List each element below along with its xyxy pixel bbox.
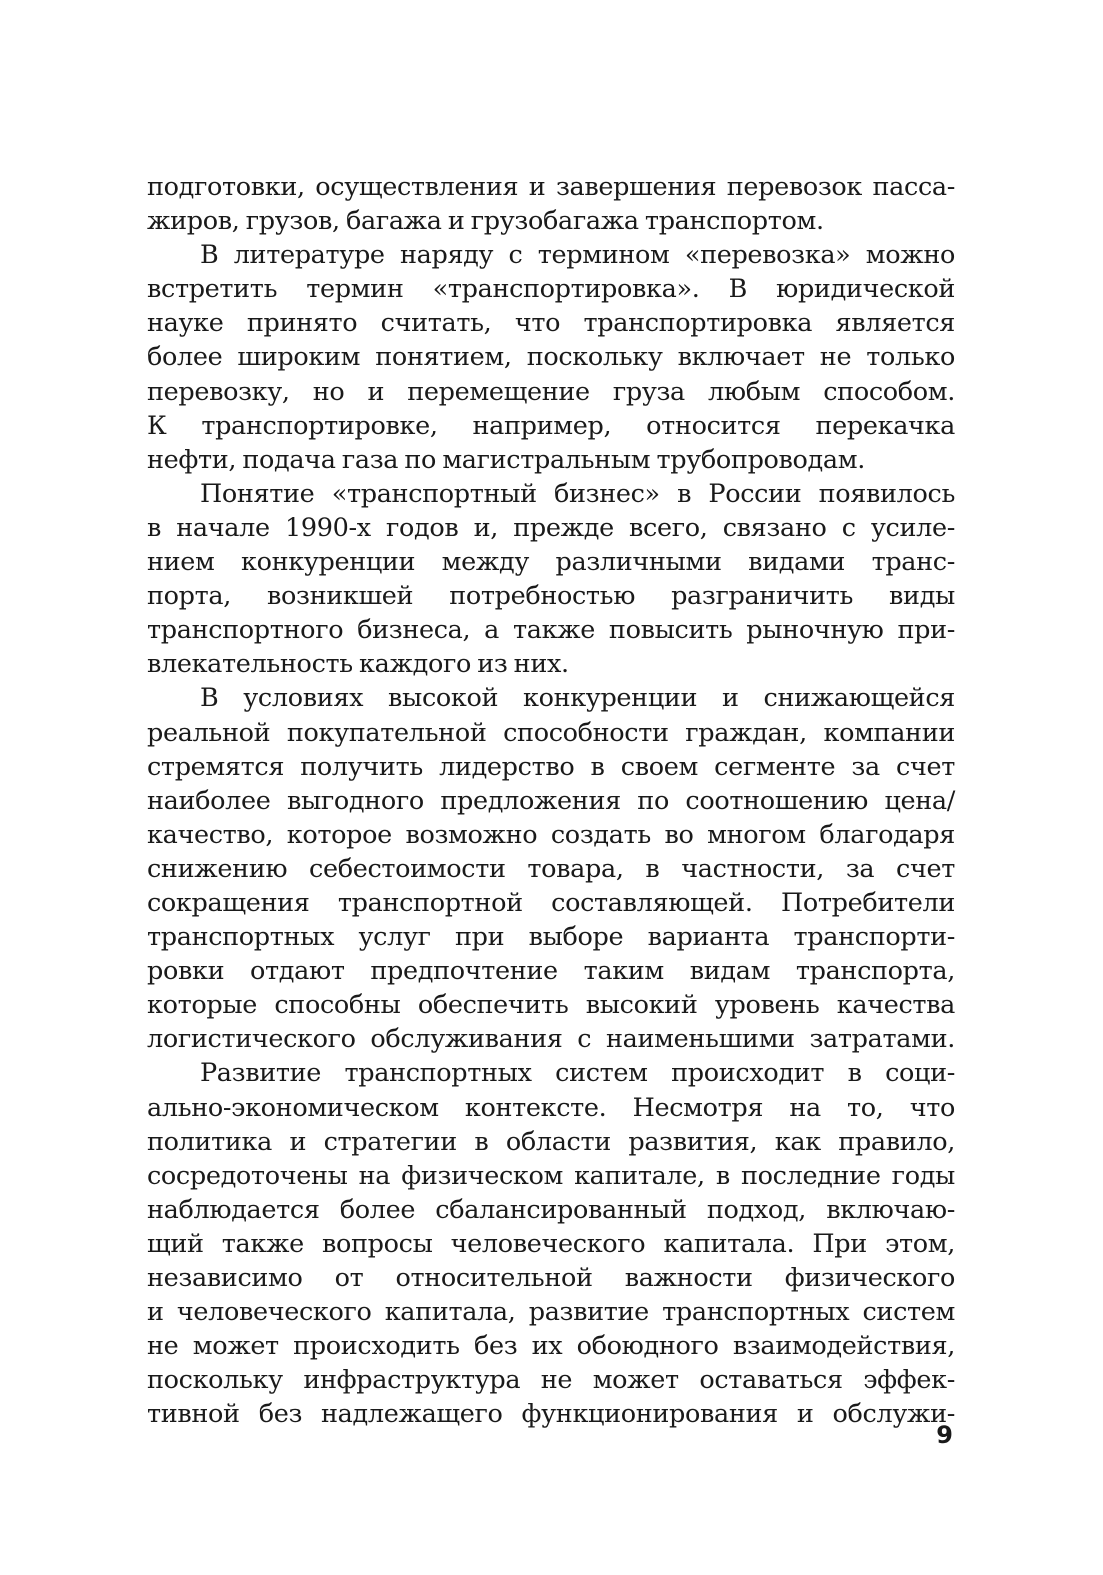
text-line: независимо от относительной важности физического bbox=[147, 1263, 955, 1293]
text-line: Понятие «транспортный бизнес» в России появилось bbox=[200, 478, 955, 509]
text-line: науке принято считать, что транспортировка является bbox=[147, 308, 955, 339]
text-line: поскольку инфраструктура не может оставаться эффек- bbox=[147, 1365, 955, 1396]
text-line: перевозку, но и перемещение груза любым способом. bbox=[147, 376, 955, 407]
text-line: качество, которое возможно создать во многом благодаря bbox=[147, 819, 955, 850]
text-line: тивной без надлежащего функционирования и обслужи- bbox=[147, 1399, 955, 1430]
paragraph-5 bbox=[147, 1056, 955, 1431]
text-line: нием конкуренции между различными видами транс- bbox=[147, 547, 955, 578]
text-line: которые способны обеспечить высокий уровень качества bbox=[147, 990, 955, 1021]
text-line: ально-экономическом контексте. Несмотря на то, что bbox=[147, 1092, 955, 1123]
text-line: снижению себестоимости товара, в частности, за счет bbox=[147, 853, 955, 884]
text-line: политика и стратегии в области развития, как правило, bbox=[147, 1126, 955, 1157]
text-line: подготовки, осуществления и завершения перевозок пасса- bbox=[147, 172, 955, 202]
text-line: и человеческого капитала, развитие транспортных систем bbox=[147, 1297, 955, 1328]
text-line: влекательность каждого из них. bbox=[147, 649, 569, 680]
paragraph-1 bbox=[147, 170, 955, 238]
text-line: в начале 1990-х годов и, прежде всего, связано с усиле- bbox=[147, 512, 955, 543]
text-line: порта, возникшей потребностью разграничить виды bbox=[147, 581, 955, 612]
text-line: ровки отдают предпочтение таким видам транспорта, bbox=[147, 956, 955, 987]
text-line: К транспортировке, например, относится перекачка bbox=[147, 410, 955, 441]
text-line: встретить термин «транспортировка». В юридической bbox=[147, 274, 955, 305]
text-line: жиров, грузов, багажа и грузобагажа транспортом. bbox=[147, 206, 824, 237]
text-line: логистического обслуживания с наименьшими затратами. bbox=[147, 1024, 955, 1055]
text-line: В условиях высокой конкуренции и снижающейся bbox=[200, 683, 955, 714]
text-line: наблюдается более сбалансированный подход, включаю- bbox=[147, 1194, 955, 1225]
text-line: сосредоточены на физическом капитале, в последние годы bbox=[147, 1160, 955, 1191]
text-line: транспортного бизнеса, а также повысить рыночную при- bbox=[147, 615, 955, 646]
paragraph-3 bbox=[147, 477, 955, 682]
paragraph-2 bbox=[147, 238, 955, 477]
text-line: наиболее выгодного предложения по соотношению цена/ bbox=[147, 785, 955, 816]
body-text bbox=[147, 170, 955, 1431]
text-line: транспортных услуг при выборе варианта транспорти- bbox=[147, 922, 955, 953]
paragraph-4 bbox=[147, 681, 955, 1056]
text-line: нефти, подача газа по магистральным трубопроводам. bbox=[147, 444, 865, 475]
text-line: не может происходить без их обоюдного взаимодействия, bbox=[147, 1331, 955, 1362]
text-line: щий также вопросы человеческого капитала. При этом, bbox=[147, 1228, 955, 1259]
page-number: 9 bbox=[936, 1421, 953, 1449]
text-line: стремятся получить лидерство в своем сегменте за счет bbox=[147, 751, 955, 782]
text-line: более широким понятием, поскольку включает не только bbox=[147, 342, 955, 373]
text-line: сокращения транспортной составляющей. Потребители bbox=[147, 887, 955, 918]
text-line: реальной покупательной способности граждан, компании bbox=[147, 717, 955, 748]
text-line: В литературе наряду с термином «перевозка» можно bbox=[200, 240, 955, 271]
text-line: Развитие транспортных систем происходит в соци- bbox=[200, 1058, 955, 1089]
